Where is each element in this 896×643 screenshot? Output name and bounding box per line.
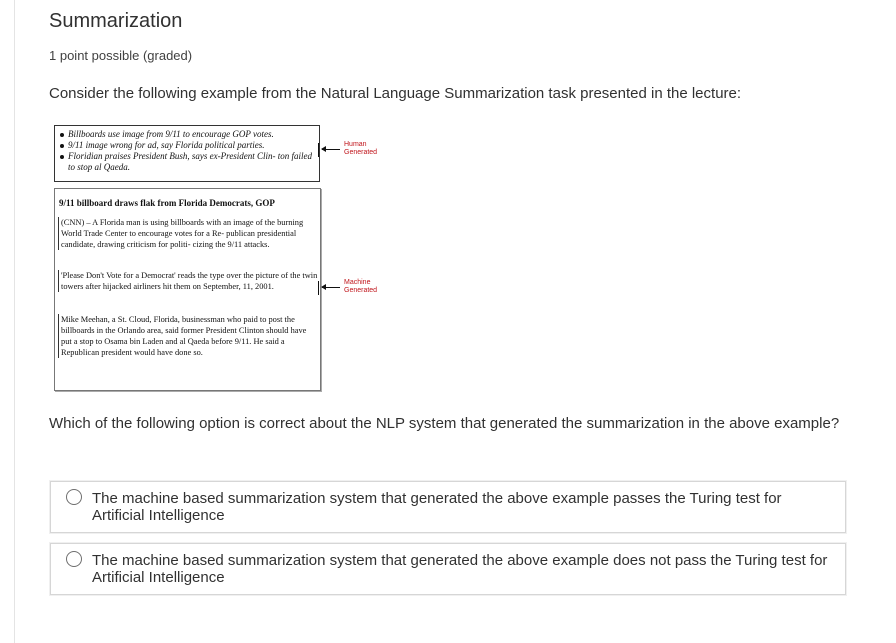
label-line: Human: [344, 141, 367, 148]
arrow-left-icon: [322, 149, 340, 150]
arrow-left-icon: [322, 287, 340, 288]
arrow-tick: [318, 143, 319, 157]
problem-title: Summarization: [49, 10, 183, 32]
option-does-not-pass-turing[interactable]: [50, 543, 846, 595]
article-paragraph: (CNN) – A Florida man is using billboards with an image of the burning World Trade Center to encourage votes for a Re- publican presidential candidate, drawing criticism for politi- cizing the 9/11 attacks.: [58, 217, 318, 250]
human-summary-box: [54, 125, 320, 182]
question-text: Which of the following option is correct about the NLP system that generated the summarization in the above example?: [49, 415, 840, 432]
arrow-tick: [318, 281, 319, 295]
option-label: The machine based summarization system that generated the above example does not pass the Turing test for Artificial Intelligence: [92, 552, 828, 586]
option-passes-turing[interactable]: [50, 481, 846, 533]
radio-button[interactable]: [66, 551, 82, 567]
summary-bullet: Billboards use image from 9/11 to encourage GOP votes.: [59, 129, 315, 140]
article-title: 9/11 billboard draws flak from Florida Democrats, GOP: [59, 198, 275, 208]
summary-bullet: Floridian praises President Bush, says ex-President Clin- ton failed to stop al Qaeda.: [59, 151, 315, 173]
article-paragraph: 'Please Don't Vote for a Democrat' reads the type over the picture of the twin towers after hijacked airliners hit them on September, 11, 2001.: [58, 270, 318, 292]
question-intro: Consider the following example from the Natural Language Summarization task presented in the lecture:: [49, 85, 742, 102]
article-paragraph: Mike Meehan, a St. Cloud, Florida, businessman who paid to post the billboards in the Orlando area, said former President Clinton should have put a stop to Osama bin Laden and al Qaeda before 9/11. He said a Republican president would have done so.: [58, 314, 318, 358]
summary-bullet: 9/11 image wrong for ad, say Florida political parties.: [59, 140, 315, 151]
label-line: Generated: [344, 149, 378, 156]
machine-article-box: [54, 188, 321, 391]
option-label: The machine based summarization system that generated the above example passes the Turing test for Artificial Intelligence: [92, 490, 782, 524]
machine-generated-label: [322, 279, 377, 295]
points-possible: 1 point possible (graded): [49, 48, 193, 63]
human-generated-label: [322, 141, 377, 157]
summarization-example-figure: [54, 125, 394, 391]
left-border-rule: [14, 0, 15, 643]
radio-button[interactable]: [66, 489, 82, 505]
label-line: Machine: [344, 279, 371, 286]
label-line: Generated: [344, 287, 378, 294]
